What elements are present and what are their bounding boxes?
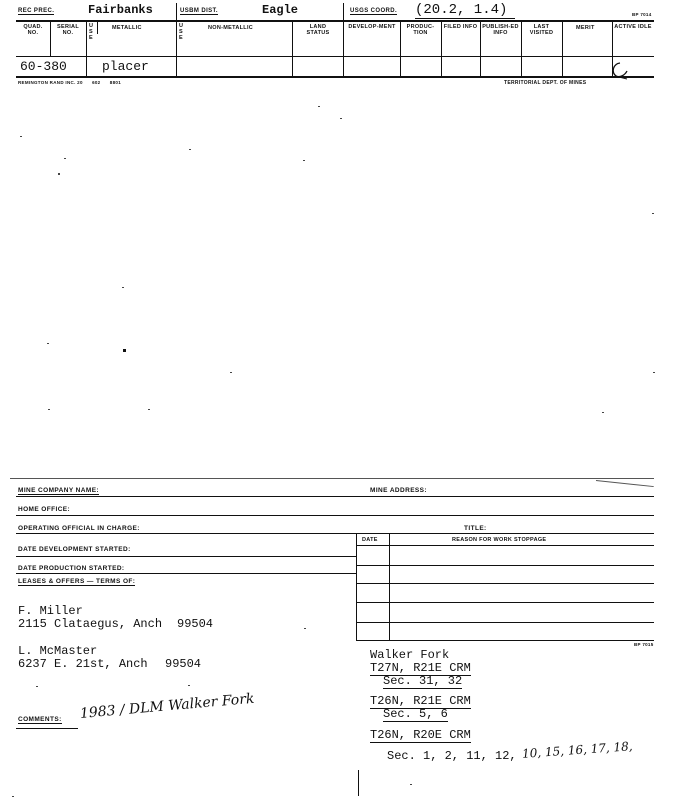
lease-2-zip: 99504 xyxy=(165,657,202,671)
lease-2-name: L. McMaster xyxy=(18,644,98,658)
usgs-coord-label: USGS COORD. xyxy=(350,8,398,14)
lease-1-name: F. Miller xyxy=(18,604,83,618)
comments-handwritten: 1983 / DLM Walker Fork xyxy=(79,690,256,722)
col-non-metallic: NON-METALLIC xyxy=(208,25,254,31)
creek-name: Walker Fork xyxy=(370,648,450,662)
col-active-idle: ACTIVE IDLE xyxy=(614,24,652,30)
usbm-dist-value: Eagle xyxy=(262,3,299,17)
rec-prec-label: REC PREC. xyxy=(18,8,55,14)
operating-official-label: OPERATING OFFICIAL IN CHARGE: xyxy=(18,525,140,532)
sections-3: Sec. 1, 2, 11, 12, xyxy=(387,749,517,763)
mine-address-label: MINE ADDRESS: xyxy=(370,487,427,494)
col-use-metallic: U S E xyxy=(89,23,94,41)
form-code: BP 7014 xyxy=(632,12,652,17)
date-development-label: DATE DEVELOPMENT STARTED: xyxy=(18,546,131,553)
date-production-label: DATE PRODUCTION STARTED: xyxy=(18,565,125,572)
col-production: PRODUC-TION xyxy=(406,24,435,36)
lower-top-rule xyxy=(10,478,654,479)
printer-imprint: REMINGTON RAND INC. 20 602 8801 xyxy=(18,80,121,85)
leases-label: LEASES & OFFERS — TERMS OF: xyxy=(18,578,136,585)
lease-1-address: 2115 Clataegus, Anch xyxy=(18,617,163,631)
sections-1: Sec. 31, 32 xyxy=(383,674,463,688)
department-imprint: TERRITORIAL DEPT. OF MINES xyxy=(504,80,587,86)
col-filed-info: FILED INFO xyxy=(443,24,478,30)
sections-3-handwritten: 10, 15, 16, 17, 18, xyxy=(521,739,634,761)
col-use-nonmetallic: U S E xyxy=(179,23,184,41)
township-1: T27N, R21E CRM xyxy=(370,661,471,675)
col-development: DEVELOP-MENT xyxy=(348,24,396,30)
metallic-value: placer xyxy=(102,59,149,74)
lease-1-zip: 99504 xyxy=(177,617,214,631)
col-metallic: METALLIC xyxy=(112,25,142,31)
col-serial-no: SERIAL NO. xyxy=(57,24,79,36)
col-published-info: PUBLISH-ED INFO xyxy=(482,24,519,36)
comments-label: COMMENTS: xyxy=(18,716,62,723)
form-code-2: BP 7015 xyxy=(634,642,654,647)
home-office-label: HOME OFFICE: xyxy=(18,506,71,513)
col-last-visited: LAST VISITED xyxy=(529,24,554,36)
stoppage-date-header: DATE xyxy=(362,537,378,543)
col-merit: MERIT xyxy=(576,25,595,31)
rec-prec-value: Fairbanks xyxy=(88,3,153,17)
quad-serial-value: 60-380 xyxy=(20,59,67,74)
usgs-coord-value: (20.2, 1.4) xyxy=(415,2,508,18)
township-3: T26N, R20E CRM xyxy=(370,728,471,742)
active-idle-mark xyxy=(605,60,635,82)
township-2: T26N, R21E CRM xyxy=(370,694,471,708)
sections-2: Sec. 5, 6 xyxy=(383,707,448,721)
mine-company-label: MINE COMPANY NAME: xyxy=(18,487,99,494)
lease-2-address: 6237 E. 21st, Anch xyxy=(18,657,148,671)
usbm-dist-label: USBM DIST. xyxy=(180,8,219,14)
stoppage-reason-header: REASON FOR WORK STOPPAGE xyxy=(452,537,547,543)
col-land-status: LAND STATUS xyxy=(306,24,330,36)
col-quad-no: QUAD. NO. xyxy=(23,24,43,36)
title-label: TITLE: xyxy=(464,525,487,532)
